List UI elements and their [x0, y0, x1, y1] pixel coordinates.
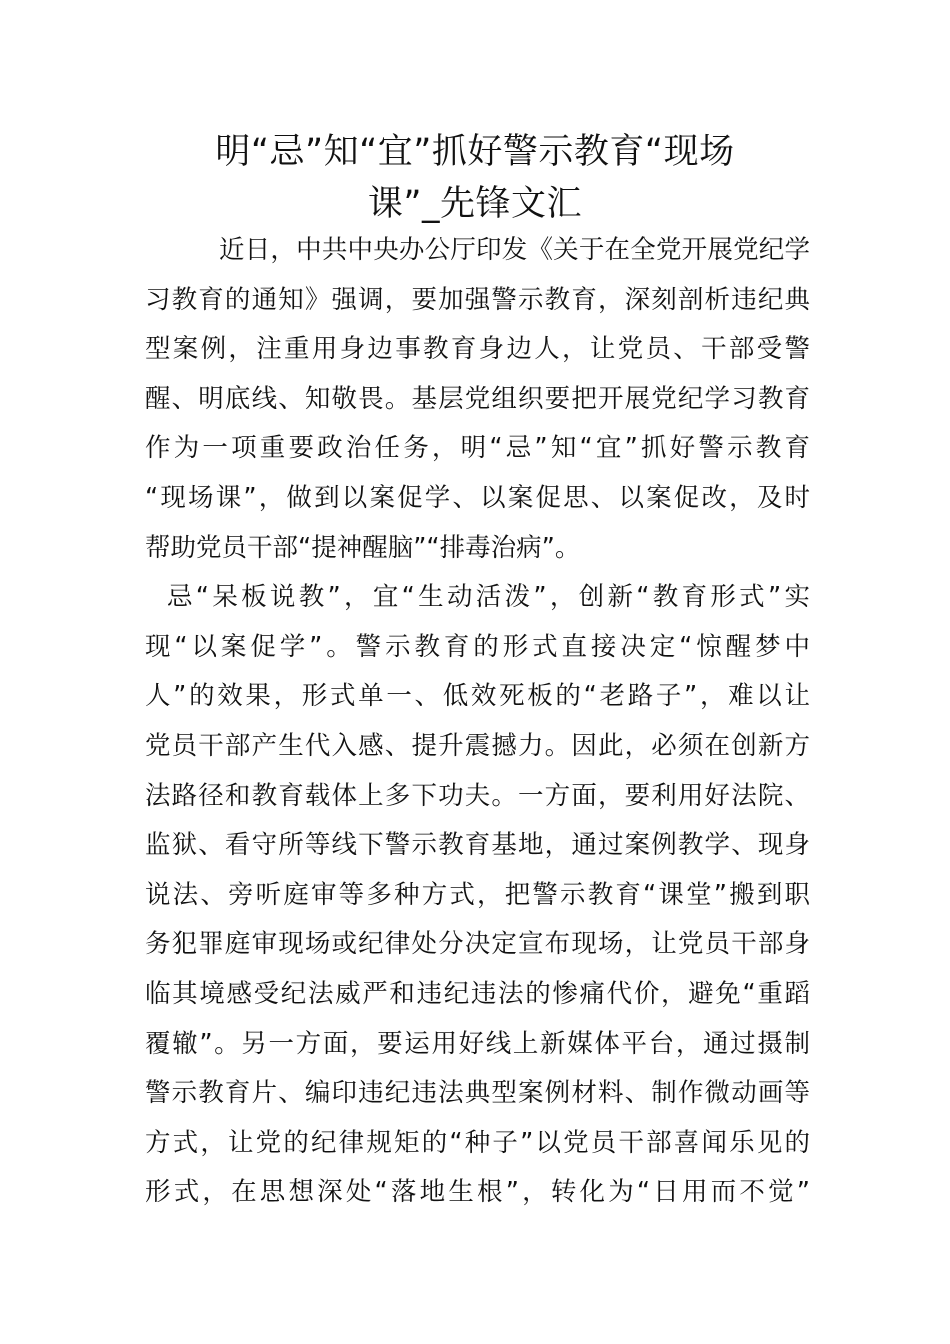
text-line: 方式，让党的纪律规矩的“种子”以党员干部喜闻乐见的: [145, 1127, 810, 1158]
text-line: 作为一项重要政治任务，明“忌”知“宜”抓好警示教育: [145, 433, 810, 464]
text-line: 形式，在思想深处“落地生根”，转化为“日用而不觉”: [145, 1177, 810, 1208]
text-line: 帮助党员干部“提神醒脑”“排毒治病”。: [145, 532, 581, 563]
text-line: 现“以案促学”。警示教育的形式直接决定“惊醒梦中: [145, 631, 810, 662]
text-line: 人”的效果，形式单一、低效死板的“老路子”，难以让: [145, 681, 810, 712]
document-body: [145, 226, 810, 1218]
paragraph-2: [145, 573, 810, 1218]
text-line: 监狱、看守所等线下警示教育基地，通过案例教学、现身: [145, 830, 810, 861]
text-line: 覆辙”。另一方面，要运用好线上新媒体平台，通过摄制: [145, 1028, 810, 1059]
text-line: 型案例，注重用身边事教育身边人，让党员、干部受警: [145, 334, 810, 365]
document-title: [140, 126, 810, 230]
paragraph-1: [145, 226, 810, 573]
text-line: 临其境感受纪法威严和违纪违法的惨痛代价，避免“重蹈: [145, 978, 810, 1009]
text-line: 警示教育片、编印违纪违法典型案例材料、制作微动画等: [145, 1078, 810, 1109]
text-line: 说法、旁听庭审等多种方式，把警示教育“课堂”搬到职: [145, 879, 810, 910]
text-line: 醒、明底线、知敬畏。基层党组织要把开展党纪学习教育: [145, 383, 810, 414]
text-line: 务犯罪庭审现场或纪律处分决定宣布现场，让党员干部身: [145, 929, 810, 960]
text-line: 党员干部产生代入感、提升震撼力。因此，必须在创新方: [145, 730, 810, 761]
text-line: 忌“呆板说教”，宜“生动活泼”，创新“教育形式”实: [167, 582, 810, 613]
title-line-2: 课”_先锋文汇: [367, 184, 583, 224]
text-line: 习教育的通知》强调，要加强警示教育，深刻剖析违纪典: [145, 284, 810, 315]
text-line: 近日，中共中央办公厅印发《关于在全党开展党纪学: [219, 235, 810, 265]
title-line-1: 明“忌”知“宜”抓好警示教育“现场: [215, 132, 735, 172]
text-line: 法路径和教育载体上多下功夫。一方面，要利用好法院、: [145, 780, 810, 811]
text-line: “现场课”，做到以案促学、以案促思、以案促改，及时: [145, 482, 810, 513]
